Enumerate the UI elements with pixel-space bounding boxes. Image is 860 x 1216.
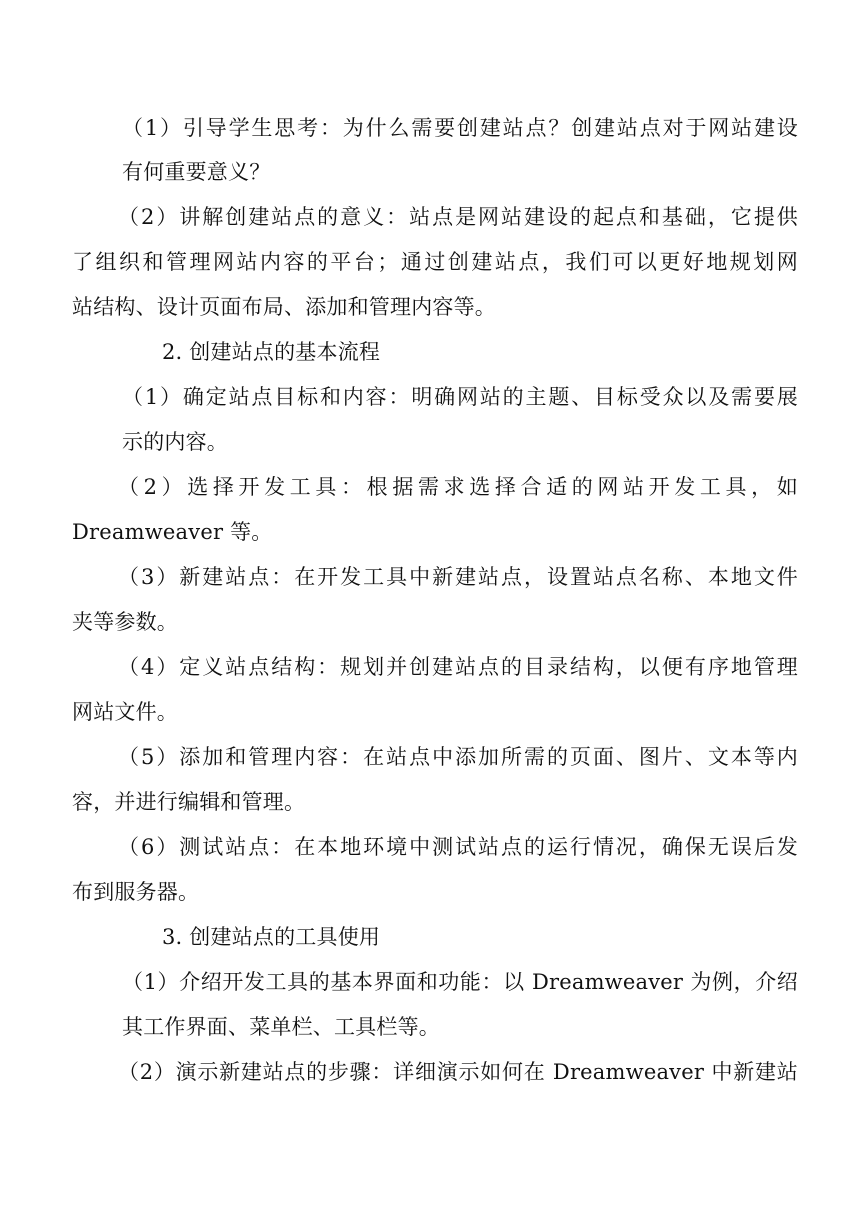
paragraph-line: 容，并进行编辑和管理。 <box>72 790 306 814</box>
section-heading: 3. 创建站点的工具使用 <box>162 925 381 949</box>
paragraph-line: （1）引导学生思考：为什么需要创建站点？创建站点对于网站建设 <box>122 116 798 140</box>
paragraph-line: （2）演示新建站点的步骤：详细演示如何在 Dreamweaver 中新建站 <box>118 1060 798 1084</box>
paragraph-line: 站结构、设计页面布局、添加和管理内容等。 <box>72 295 496 319</box>
paragraph-line: （3）新建站点：在开发工具中新建站点，设置站点名称、本地文件 <box>118 565 798 589</box>
paragraph-line: （1）介绍开发工具的基本界面和功能：以 Dreamweaver 为例，介绍 <box>122 970 798 994</box>
paragraph-line: （2）讲解创建站点的意义：站点是网站建设的起点和基础，它提供 <box>118 205 798 229</box>
paragraph-line: （2）选择开发工具：根据需求选择合适的网站开发工具，如 <box>118 475 798 499</box>
paragraph-line: 有何重要意义？ <box>122 160 271 184</box>
section-heading: 2. 创建站点的基本流程 <box>162 340 381 364</box>
paragraph-line: 网站文件。 <box>72 700 178 724</box>
paragraph-line: Dreamweaver 等。 <box>72 520 273 544</box>
paragraph-line: 布到服务器。 <box>72 880 200 904</box>
paragraph-line: 示的内容。 <box>122 430 228 454</box>
paragraph-line: （1）确定站点目标和内容：明确网站的主题、目标受众以及需要展 <box>122 385 798 409</box>
paragraph-line: （5）添加和管理内容：在站点中添加所需的页面、图片、文本等内 <box>118 745 798 769</box>
paragraph-line: 了组织和管理网站内容的平台；通过创建站点，我们可以更好地规划网 <box>72 250 798 274</box>
paragraph-line: 其工作界面、菜单栏、工具栏等。 <box>122 1015 440 1039</box>
paragraph-line: （6）测试站点：在本地环境中测试站点的运行情况，确保无误后发 <box>118 835 798 859</box>
paragraph-line: 夹等参数。 <box>72 610 178 634</box>
paragraph-line: （4）定义站点结构：规划并创建站点的目录结构，以便有序地管理 <box>118 655 798 679</box>
